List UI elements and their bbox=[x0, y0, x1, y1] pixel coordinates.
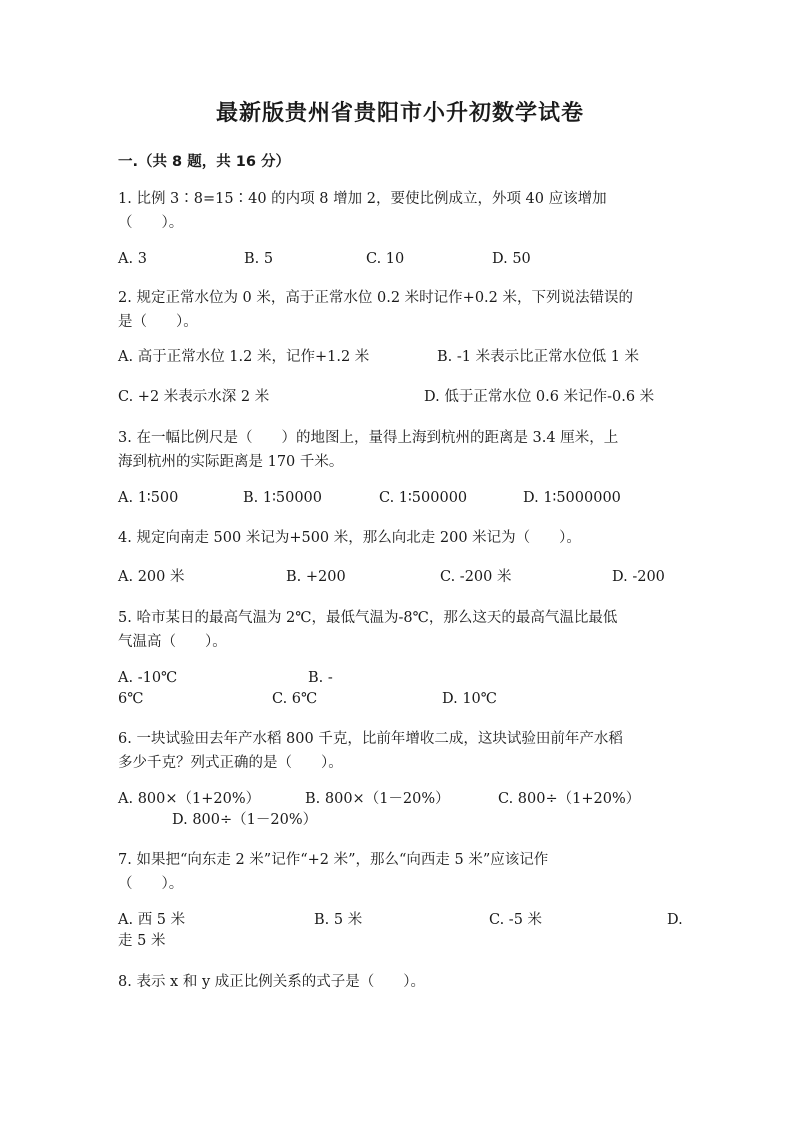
q3-option-c: C. 1∶500000 bbox=[379, 490, 468, 506]
question-5-line-1: 5. 哈市某日的最高气温为 2℃，最低气温为-8℃，那么这天的最高气温比最低 bbox=[118, 610, 618, 626]
q6-option-b: B. 800×（1－20%） bbox=[305, 791, 450, 807]
q5-option-b: B. - bbox=[308, 670, 333, 686]
q7-option-a: A. 西 5 米 bbox=[118, 912, 186, 928]
section-heading: 一.（共 8 题，共 16 分） bbox=[118, 154, 290, 170]
q1-option-c: C. 10 bbox=[366, 251, 405, 267]
q6-option-d: D. 800÷（1－20%） bbox=[172, 812, 318, 828]
question-3 bbox=[118, 426, 688, 474]
q4-option-b: B. +200 bbox=[286, 569, 346, 585]
question-3-line-2: 海到杭州的实际距离是 170 千米。 bbox=[118, 454, 344, 470]
question-2 bbox=[118, 286, 688, 334]
question-1-line-2: （ ）。 bbox=[118, 215, 184, 231]
q5-option-c: C. 6℃ bbox=[272, 691, 318, 707]
question-1 bbox=[118, 187, 688, 235]
question-7-line-2: （ ）。 bbox=[118, 876, 184, 892]
question-1-line-1: 1. 比例 3∶8=15∶40 的内项 8 增加 2，要使比例成立，外项 40 应该增加 bbox=[118, 191, 607, 207]
q4-option-d: D. -200 bbox=[612, 569, 665, 585]
q5-option-b-wrap: 6℃ bbox=[118, 691, 144, 707]
q1-option-a: A. 3 bbox=[118, 251, 147, 267]
q5-option-d: D. 10℃ bbox=[442, 691, 497, 707]
question-4 bbox=[118, 526, 688, 550]
question-2-line-1: 2. 规定正常水位为 0 米，高于正常水位 0.2 米时记作+0.2 米，下列说法错误的 bbox=[118, 290, 633, 306]
q6-option-c: C. 800÷（1+20%） bbox=[498, 791, 641, 807]
question-6-line-1: 6. 一块试验田去年产水稻 800 千克，比前年增收二成，这块试验田前年产水稻 bbox=[118, 731, 623, 747]
question-6-line-2: 多少千克？列式正确的是（ ）。 bbox=[118, 755, 343, 771]
question-8 bbox=[118, 970, 688, 994]
q3-option-d: D. 1∶5000000 bbox=[523, 490, 621, 506]
q2-option-b: B. -1 米表示比正常水位低 1 米 bbox=[437, 349, 640, 365]
question-6 bbox=[118, 727, 688, 775]
q3-option-a: A. 1∶500 bbox=[118, 490, 179, 506]
q7-option-b: B. 5 米 bbox=[314, 912, 363, 928]
q7-option-d: D. bbox=[667, 912, 683, 928]
q1-option-b: B. 5 bbox=[244, 251, 274, 267]
q4-option-a: A. 200 米 bbox=[118, 569, 185, 585]
exam-title: 最新版贵州省贵阳市小升初数学试卷 bbox=[215, 101, 584, 126]
q3-option-b: B. 1∶50000 bbox=[243, 490, 322, 506]
question-3-line-1: 3. 在一幅比例尺是（ ）的地图上，量得上海到杭州的距离是 3.4 厘米，上 bbox=[118, 430, 619, 446]
question-7-line-1: 7. 如果把“向东走 2 米”记作“+2 米”，那么“向西走 5 米”应该记作 bbox=[118, 852, 549, 868]
q7-option-c: C. -5 米 bbox=[489, 912, 543, 928]
q7-option-d-wrap: 走 5 米 bbox=[118, 933, 166, 949]
q6-option-a: A. 800×（1+20%） bbox=[118, 791, 261, 807]
q2-option-c: C. +2 米表示水深 2 米 bbox=[118, 389, 270, 405]
question-4-line-1: 4. 规定向南走 500 米记为+500 米，那么向北走 200 米记为（ ）。 bbox=[118, 530, 581, 546]
q1-option-d: D. 50 bbox=[492, 251, 531, 267]
question-8-line-1: 8. 表示 x 和 y 成正比例关系的式子是（ ）。 bbox=[118, 974, 425, 990]
q2-option-d: D. 低于正常水位 0.6 米记作-0.6 米 bbox=[424, 389, 655, 405]
question-7 bbox=[118, 848, 688, 896]
q2-option-a: A. 高于正常水位 1.2 米，记作+1.2 米 bbox=[118, 349, 370, 365]
question-2-line-2: 是（ ）。 bbox=[118, 314, 198, 330]
question-5 bbox=[118, 606, 688, 654]
question-5-line-2: 气温高（ ）。 bbox=[118, 634, 227, 650]
q5-option-a: A. -10℃ bbox=[118, 670, 178, 686]
q4-option-c: C. -200 米 bbox=[440, 569, 512, 585]
